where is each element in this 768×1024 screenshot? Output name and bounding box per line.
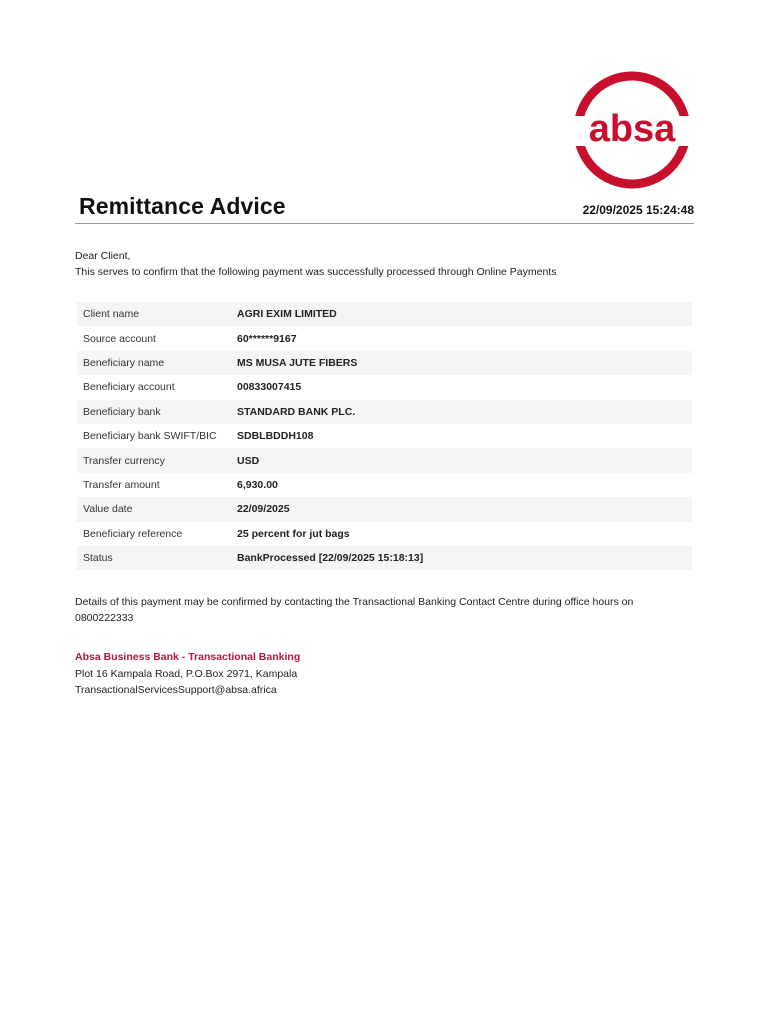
header-divider: [75, 223, 694, 224]
greeting: Dear Client,: [75, 250, 131, 262]
detail-label: Beneficiary bank: [83, 405, 161, 418]
detail-label: Client name: [83, 308, 140, 321]
support-email: TransactionalServicesSupport@absa.africa: [75, 684, 277, 696]
detail-row-beneficiary-account: [77, 375, 692, 399]
detail-value: USD: [237, 454, 260, 467]
detail-row-transfer-amount: [77, 473, 692, 497]
detail-value: AGRI EXIM LIMITED: [237, 308, 337, 321]
confirmation-note: [75, 594, 675, 626]
payment-details-table: [77, 302, 692, 570]
detail-value: 00833007415: [237, 381, 302, 394]
bank-name: Absa Business Bank - Transactional Banking: [75, 651, 301, 663]
absa-logo-graphic: [568, 70, 696, 190]
detail-row-source-account: [77, 326, 692, 350]
bank-address: Plot 16 Kampala Road, P.O.Box 2971, Kampala: [75, 667, 298, 680]
contact-phone: 0800222333: [75, 612, 134, 624]
detail-row-beneficiary-name: [77, 351, 692, 375]
detail-label: Source account: [83, 332, 156, 345]
detail-row-transfer-currency: [77, 448, 692, 472]
detail-value: BankProcessed [22/09/2025 15:18:13]: [237, 552, 424, 565]
detail-row-value-date: [77, 497, 692, 521]
detail-value: 60******9167: [237, 332, 297, 345]
intro-message: This serves to confirm that the following payment was successfully processed through Online Payments: [75, 266, 557, 278]
detail-value: SDBLBDDH108: [237, 430, 314, 443]
timestamp: 22/09/2025 15:24:48: [582, 203, 694, 217]
detail-row-swift-bic: [77, 424, 692, 448]
detail-row-beneficiary-bank: [77, 400, 692, 424]
detail-label: Beneficiary account: [83, 381, 175, 394]
detail-value: 6,930.00: [237, 478, 278, 491]
detail-value: 25 percent for jut bags: [237, 527, 350, 540]
detail-label: Status: [83, 552, 113, 565]
detail-label: Transfer currency: [83, 454, 165, 467]
detail-label: Beneficiary bank SWIFT/BIC: [83, 430, 217, 443]
page-title: Remittance Advice: [79, 193, 286, 219]
confirmation-text: Details of this payment may be confirmed by contacting the Transactional Banking Contact Centre during office hours on: [75, 596, 634, 608]
detail-value: 22/09/2025: [237, 503, 290, 516]
detail-value: STANDARD BANK PLC.: [237, 405, 356, 418]
bank-footer: [75, 649, 300, 699]
detail-label: Beneficiary name: [83, 356, 165, 369]
detail-row-status: [77, 546, 692, 570]
detail-label: Value date: [83, 503, 133, 516]
absa-logo: [568, 70, 696, 190]
detail-value: MS MUSA JUTE FIBERS: [237, 356, 358, 369]
logo-text: absa: [588, 108, 676, 150]
detail-row-beneficiary-reference: [77, 522, 692, 546]
detail-row-client-name: [77, 302, 692, 326]
intro-text: [75, 248, 556, 280]
detail-label: Beneficiary reference: [83, 527, 183, 540]
detail-label: Transfer amount: [83, 478, 160, 491]
